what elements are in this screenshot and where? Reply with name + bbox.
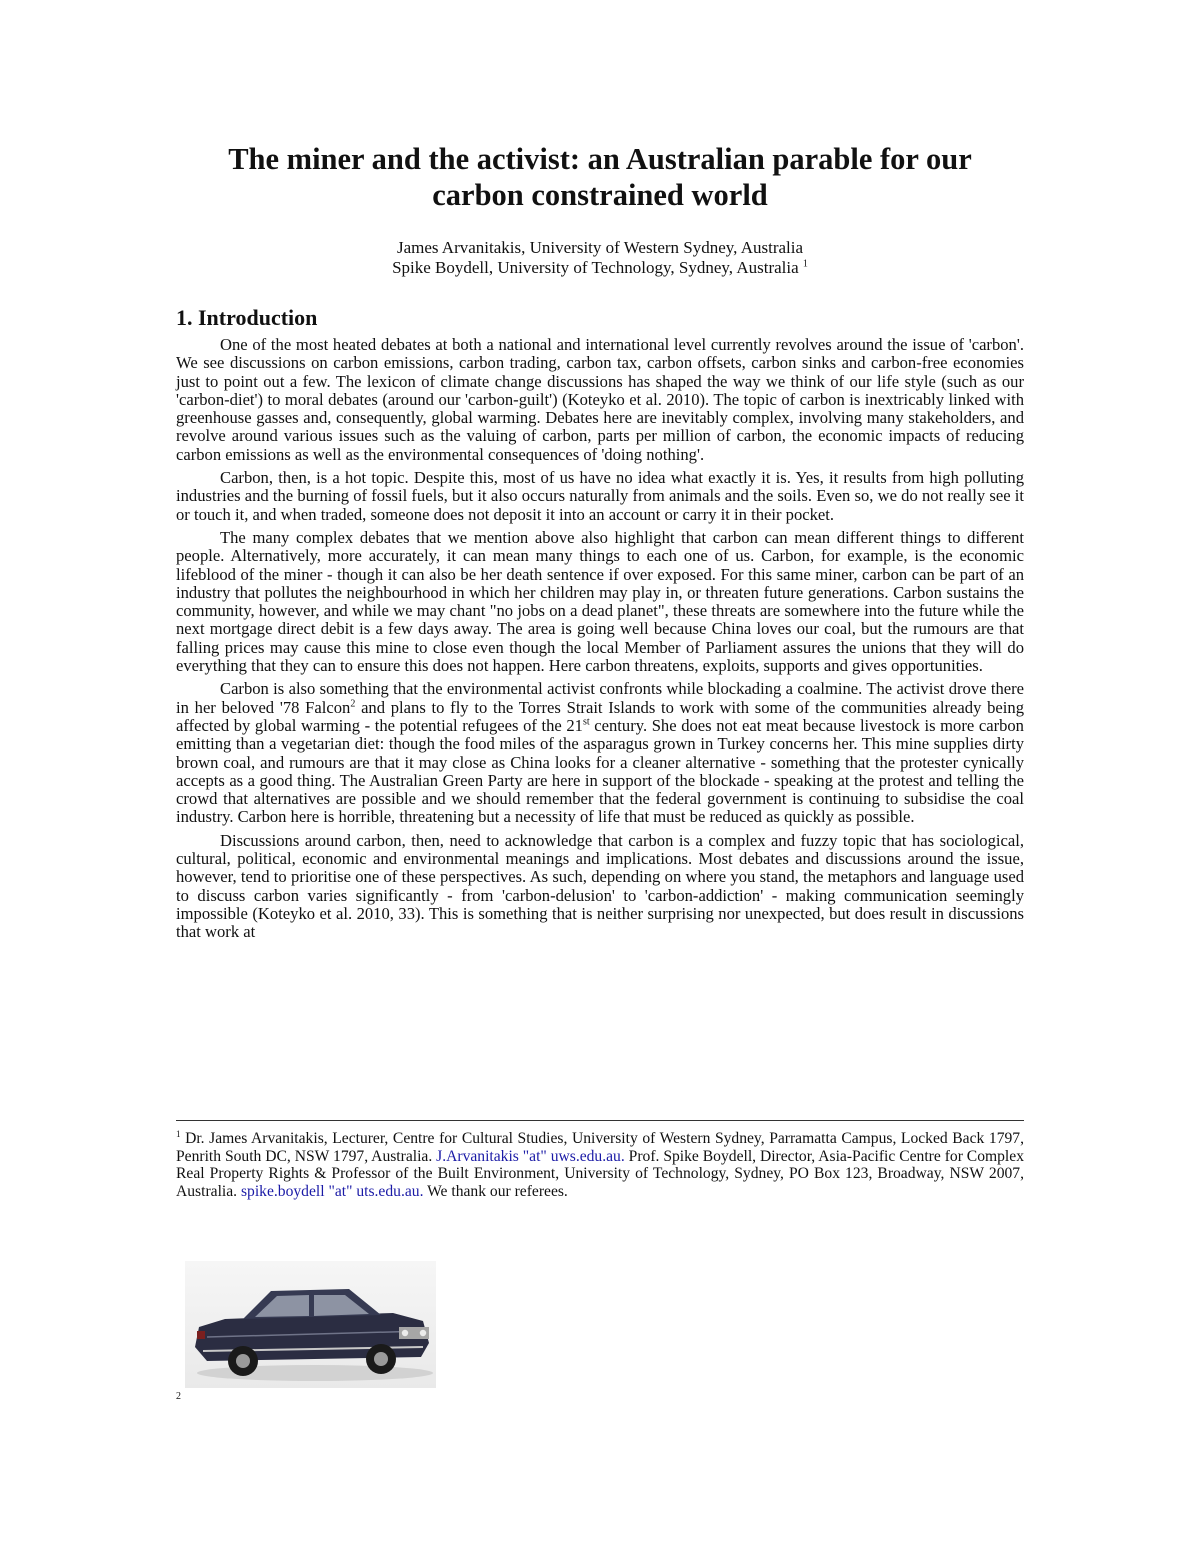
paragraph-1: One of the most heated debates at both a national and international level currently revolves around the issue of 'carbon'. We see discussions on carbon emissions, carbon trading, carbon tax, carbon offsets, carbon sinks and carbon-free economies just to point out a few. The lexicon of climate change discussions has shaped the way we think of our life style (such as our 'carbon-diet') to moral debates (around our 'carbon-guilt') (Koteyko et al. 2010). The topic of carbon is inextricably linked with greenhouse gasses and, consequently, global warming. Debates here are inevitably complex, involving many stakeholders, and revolve around various issues such as the valuing of carbon, parts per million of carbon, the economic impacts of reducing carbon emissions as well as the environmental consequences of 'doing nothing'. bbox=[176, 335, 1024, 464]
email-link-arvanitakis[interactable]: J.Arvanitakis "at" uws.edu.au. bbox=[436, 1147, 625, 1165]
footnote-divider bbox=[176, 1120, 1024, 1121]
paragraph-2: Carbon, then, is a hot topic. Despite this, most of us have no idea what exactly it is. Yes, it results from high polluting industries and the burning of fossil fuels, but it also occurs naturally from animals and the soils. Even so, we do not really see it or touch it, and when traded, someone does not deposit it into an account or carry it in their pocket. bbox=[176, 468, 1024, 524]
falcon-footnote-ref[interactable]: 2 bbox=[350, 698, 356, 710]
section-heading: 1. Introduction bbox=[176, 305, 318, 330]
footnote-1-marker: 1 bbox=[176, 1128, 181, 1139]
body-text bbox=[176, 336, 1024, 947]
author-block bbox=[176, 238, 1024, 278]
title-line-2: carbon constrained world bbox=[432, 178, 768, 212]
email-link-boydell[interactable]: spike.boydell "at" uts.edu.au. bbox=[240, 1182, 424, 1200]
falcon-car-photo bbox=[185, 1261, 436, 1388]
paragraph-4-part-a: Carbon is also something that the environmental activist confronts while blockading a coalmine. The activist drove there in her beloved '78 Falcon bbox=[176, 679, 1024, 717]
footnote-1-text-b: Prof. Spike Boydell, Director, Asia-Pacific Centre for Complex Real Property Rights & Professor of the Built Environment, University of Technology, Sydney, PO Box 123, Broadway, NSW 2007, Australia. bbox=[176, 1147, 1024, 1200]
ordinal-superscript: st bbox=[582, 716, 590, 728]
paper-title bbox=[176, 141, 1024, 213]
author-line-1: James Arvanitakis, University of Western Sydney, Australia bbox=[396, 238, 804, 257]
paragraph-4-part-c: century. She does not eat meat because livestock is more carbon emitting than a vegetarian diet: though the food miles of the asparagus grown in Turkey concerns her. This mine supplies dirty brown coal, and rumours are that it may close as China looks for a cleaner alternative - something that the protester cynically accepts as a good thing. The Australian Green Party are here in support of the blockade - speaking at the protest and telling the crowd that alternatives are possible and we should remember that the federal government is continuing to subsidise the coal industry. Carbon here is horrible, threatening but a necessity of life that must be reduced as quickly as possible. bbox=[176, 715, 1024, 827]
footnote-1-text-a: Dr. James Arvanitakis, Lecturer, Centre for Cultural Studies, University of Western Sydney, Parramatta Campus, Locked Back 1797, Penrith South DC, NSW 1797, Australia. bbox=[176, 1130, 1024, 1165]
author-line-2 bbox=[176, 258, 1024, 278]
paragraph-4-part-b: and plans to fly to the Torres Strait Islands to work with some of the communities already being affected by global warming - the potential refugees of the 21 bbox=[176, 697, 1024, 735]
footnote-2-marker: 2 bbox=[176, 1391, 181, 1402]
paragraph-5: Discussions around carbon, then, need to acknowledge that carbon is a complex and fuzzy topic that has sociological, cultural, political, economic and environmental meanings and implications. Most debates and discussions around the issue, however, tend to prioritise one of these perspectives. As such, depending on where you stand, the metaphors and language used to discuss carbon varies significantly - from 'carbon-delusion' to 'carbon-addiction' - making communication seemingly impossible (Koteyko et al. 2010, 33). This is something that is neither surprising nor unexpected, but does result in discussions that work at bbox=[176, 830, 1024, 942]
author-footnote-ref[interactable]: 1 bbox=[802, 258, 808, 270]
paragraph-3: The many complex debates that we mention above also highlight that carbon can mean different things to different people. Alternatively, more accurately, it can mean many things to each one of us. Carbon, for example, is the economic lifeblood of the miner - though it can also be her death sentence if over exposed. For this same miner, carbon can be part of an industry that pollutes the neighbourhood in which her children may play in, or threaten future generations. Carbon sustains the community, however, and while we may chant "no jobs on a dead planet", these threats are somewhere into the future while the next mortgage direct debit is a few days away. The area is going well because China loves our coal, but the rumours are that falling prices may cause this mine to close even though the local Member of Parliament assures the unions that they will do everything that they can to ensure this does not happen. Here carbon threatens, exploits, supports and gives opportunities. bbox=[176, 527, 1024, 676]
footnote-1-text-c: We thank our referees. bbox=[423, 1182, 568, 1200]
paragraph-4 bbox=[176, 680, 1024, 826]
footnote-1 bbox=[176, 1130, 1024, 1200]
author-line-2-text: Spike Boydell, University of Technology, Sydney, Australia bbox=[392, 258, 799, 277]
title-line-1: The miner and the activist: an Australian parable for our bbox=[228, 142, 972, 176]
car-photo-icon bbox=[185, 1261, 436, 1388]
